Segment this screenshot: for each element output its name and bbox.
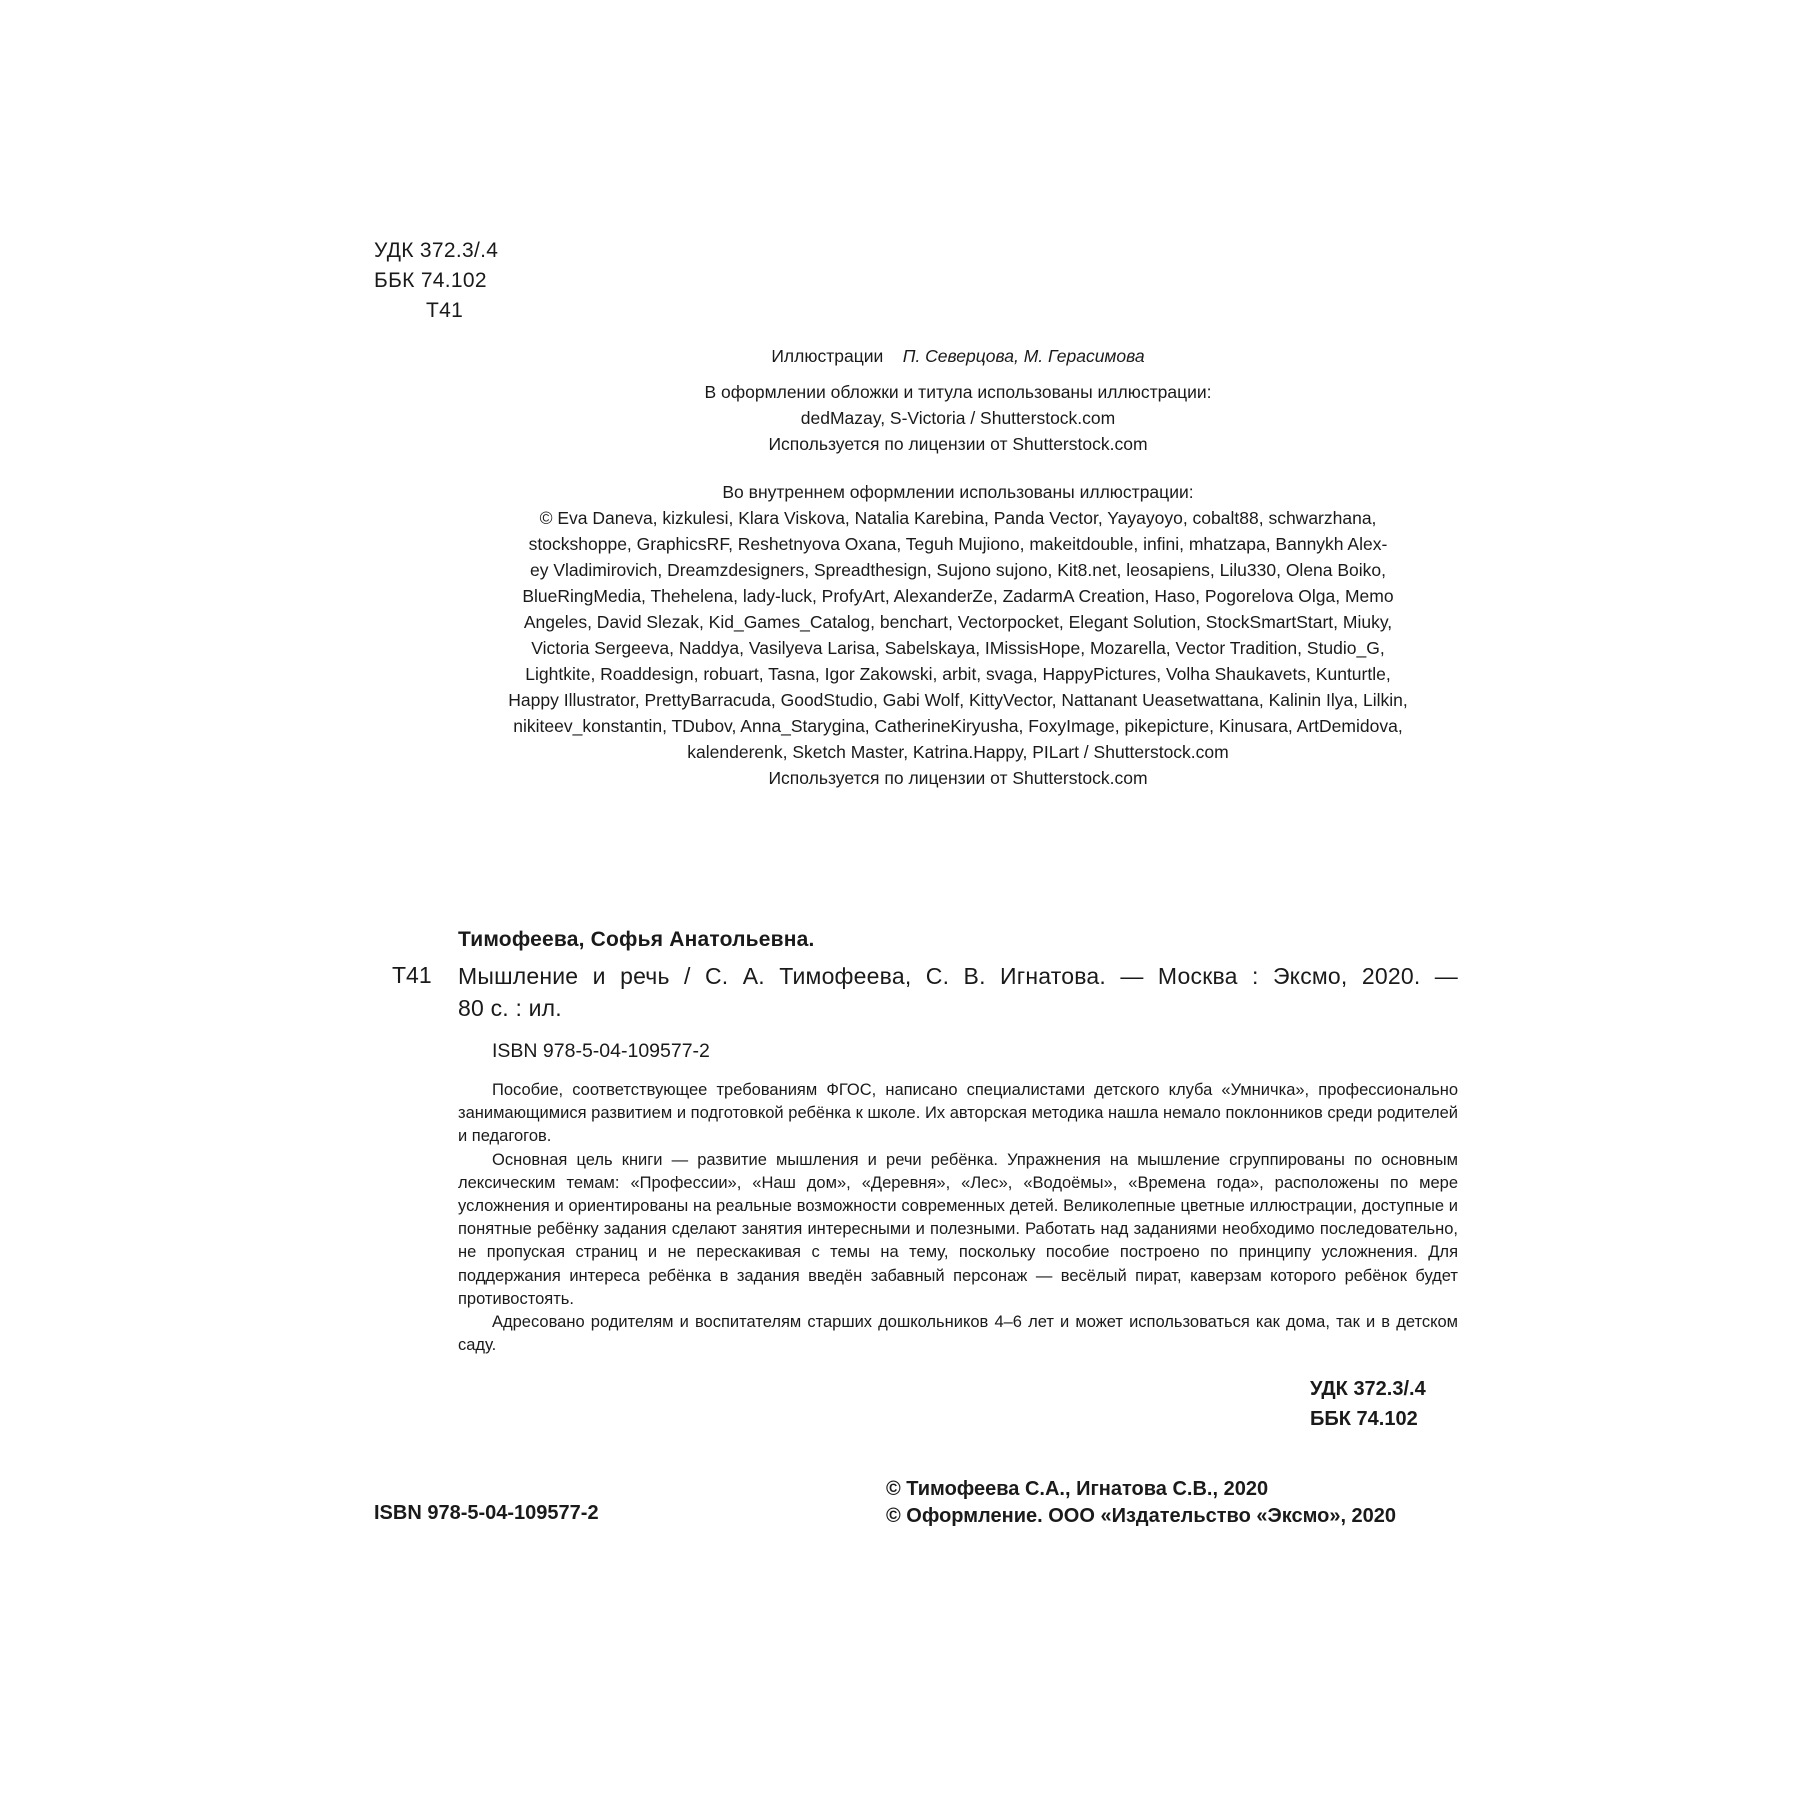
inner-credit-line: nikiteev_konstantin, TDubov, Anna_Starygina, CatherineKiryusha, FoxyImage, pikepicture, Kinusara, ArtDemidova, bbox=[513, 716, 1403, 736]
inner-credit-line: Happy Illustrator, PrettyBarracuda, GoodStudio, Gabi Wolf, KittyVector, Nattanant Ueasetwattana, Kalinin Ilya, Lilkin, bbox=[508, 690, 1408, 710]
cover-credit-line: В оформлении обложки и титула использованы иллюстрации: bbox=[704, 382, 1212, 402]
classification-top bbox=[374, 236, 498, 326]
classification-bottom bbox=[1310, 1374, 1426, 1434]
copyright-authors: © Тимофеева С.А., Игнатова С.В., 2020 bbox=[886, 1478, 1269, 1500]
annotation-paragraph: Основная цель книги — развитие мышления и речи ребёнка. Упражнения на мышление сгруппированы по основным лексическим темам: «Профессии», «Наш дом», «Деревня», «Лес», «Водоёмы», «Времена года», расположены по мере усложнения и ориентированы на реальные возможности современных детей. Великолепные цветные иллюстрации, доступные и понятные ребёнку задания сделают занятия интересными и полезными. Работать над заданиями необходимо последовательно, не пропуская страниц и не перескакивая с темы на тему, поскольку пособие построено по принципу усложнения. Для поддержания интереса ребёнка в задания введён забавный персонаж — весёлый пират, каверзам которого ребёнок будет противостоять. bbox=[458, 1150, 1458, 1308]
annotation-paragraph: Адресовано родителям и воспитателям старших дошкольников 4–6 лет и может использоваться как дома, так и в детском саду. bbox=[458, 1313, 1458, 1355]
bbk-code: ББК 74.102 bbox=[374, 269, 487, 292]
title-line: Мышление и речь / С. А. Тимофеева, С. В. Игнатова. — Москва : Эксмо, 2020. — bbox=[458, 963, 1458, 989]
bbk-code-bottom: ББК 74.102 bbox=[1310, 1408, 1418, 1430]
copyright-design: © Оформление. ООО «Издательство «Эксмо», 2020 bbox=[886, 1505, 1397, 1527]
inner-credit-line: ey Vladimirovich, Dreamzdesigners, Spreadthesign, Sujono sujono, Kit8.net, leosapiens, Lilu330, Olena Boiko, bbox=[529, 560, 1387, 580]
bibliographic-description bbox=[458, 960, 1458, 1024]
inner-credit-line: kalenderenk, Sketch Master, Katrina.Happy, PILart / Shutterstock.com bbox=[687, 742, 1229, 762]
pages-line: 80 с. : ил. bbox=[458, 995, 562, 1021]
cover-credit-line: Используется по лицензии от Shutterstock.com bbox=[768, 434, 1148, 454]
inner-credit-line: Lightkite, Roaddesign, robuart, Tasna, Igor Zakowski, arbit, svaga, HappyPictures, Volha Shaukavets, Kunturtle, bbox=[525, 664, 1391, 684]
author-heading: Тимофеева, Софья Анатольевна. bbox=[458, 928, 815, 951]
illustrations-label: Иллюстрации bbox=[771, 346, 884, 366]
author-mark: Т41 bbox=[426, 299, 464, 322]
illustrators-line bbox=[458, 343, 1458, 369]
copyright-block bbox=[886, 1476, 1396, 1530]
inner-credit-line: BlueRingMedia, Thehelena, lady-luck, ProfyArt, AlexanderZe, ZadarmA Creation, Haso, Pogorelova Olga, Memo bbox=[522, 586, 1394, 606]
annotation bbox=[458, 1079, 1458, 1357]
inner-credit-line: Используется по лицензии от Shutterstock.com bbox=[768, 768, 1148, 788]
illustration-credits bbox=[458, 343, 1458, 791]
isbn-imprint: ISBN 978-5-04-109577-2 bbox=[374, 1502, 599, 1524]
bib-code: Т41 bbox=[392, 962, 432, 988]
inner-credit-line: © Eva Daneva, kizkulesi, Klara Viskova, Natalia Karebina, Panda Vector, Yayayoyo, cobalt88, schwarzhana, bbox=[539, 508, 1377, 528]
inner-credit-line: Victoria Sergeeva, Naddya, Vasilyeva Larisa, Sabelskaya, IMissisHope, Mozarella, Vector Tradition, Studio_G, bbox=[531, 638, 1385, 658]
udk-code: УДК 372.3/.4 bbox=[374, 239, 499, 262]
inner-credit-line: stockshoppe, GraphicsRF, Reshetnyova Oxana, Teguh Mujiono, makeitdouble, infini, mhatzapa, Bannykh Alex- bbox=[528, 534, 1388, 554]
inner-credit-line: Во внутреннем оформлении использованы иллюстрации: bbox=[722, 482, 1194, 502]
isbn-record: ISBN 978-5-04-109577-2 bbox=[492, 1040, 710, 1062]
annotation-paragraph: Пособие, соответствующее требованиям ФГОС, написано специалистами детского клуба «Умничка», профессионально занимающимися развитием и подготовкой ребёнка к школе. Их авторская методика нашла немало поклонников среди родителей и педагогов. bbox=[458, 1081, 1458, 1146]
udk-code-bottom: УДК 372.3/.4 bbox=[1310, 1378, 1426, 1400]
cover-credit-line: dedMazay, S-Victoria / Shutterstock.com bbox=[800, 408, 1116, 428]
inner-credit-line: Angeles, David Slezak, Kid_Games_Catalog, benchart, Vectorpocket, Elegant Solution, StockSmartStart, Miuky, bbox=[523, 612, 1393, 632]
illustrators-names: П. Северцова, М. Герасимова bbox=[902, 346, 1145, 366]
